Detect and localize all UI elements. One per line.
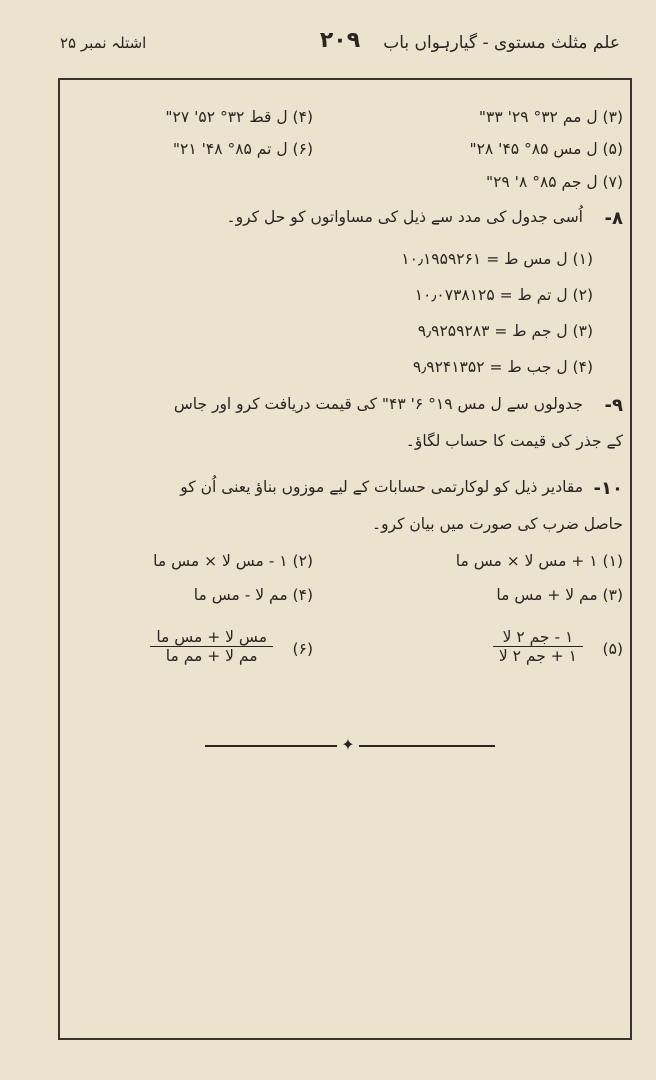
item-row	[68, 173, 623, 201]
item-5: (۵) ل مس ۸۵° ۴۵' ۲۸"	[469, 140, 623, 158]
fraction	[150, 628, 273, 665]
question-number: ۸-	[604, 208, 623, 229]
equation-1: (۱) ل مس ط = ۱۰٫۱۹۵۹۲۶۱	[401, 250, 593, 268]
equation-row	[68, 322, 623, 350]
fraction	[493, 628, 583, 665]
equation-row	[68, 358, 623, 386]
fraction-item-5	[373, 628, 623, 688]
fraction-numerator: ۱ - جم ۲ لا	[502, 628, 574, 646]
item-1: (۱) ۱ + مس لا × مس ما	[455, 552, 623, 570]
question-text: جدولوں سے ل مس ۱۹° ۶' ۴۳" کی قیمت دریافت کرو اور جاس	[173, 395, 583, 413]
item-7: (۷) ل جم ۸۵° ۸' ۲۹"	[485, 173, 623, 191]
chapter-title: علم مثلث مستوی - گیارہواں باب	[383, 33, 620, 53]
question-number: ۹-	[604, 395, 623, 416]
fraction-label: (۵)	[602, 640, 623, 658]
fraction-item-6	[68, 628, 313, 688]
divider-ornament-icon: ✦	[337, 734, 359, 756]
page-header	[60, 30, 620, 62]
question-text-continued: حاصل ضرب کی صورت میں بیان کرو۔	[372, 515, 623, 533]
item-row	[68, 586, 623, 614]
fraction-denominator: مم لا + مم ما	[150, 646, 273, 665]
page-number: ۲۰۹	[319, 28, 361, 53]
item-4b: (۴) مم لا - مس ما	[193, 586, 313, 604]
question-text: اُسی جدول کی مدد سے ذیل کی مساواتوں کو حل کرو۔	[226, 208, 583, 226]
item-4: (۴) ل قط ۳۲° ۵۲' ۲۷"	[165, 108, 313, 126]
item-2: (۲) ۱ - مس لا × مس ما	[153, 552, 313, 570]
equation-row	[68, 250, 623, 278]
item-3: (۳) ل مم ۳۲° ۲۹' ۳۳"	[478, 108, 623, 126]
equation-4: (۴) ل جب ط = ۹٫۹۲۴۱۳۵۲	[412, 358, 593, 376]
item-row	[68, 552, 623, 580]
equation-row	[68, 286, 623, 314]
item-row	[68, 108, 623, 136]
item-row	[68, 140, 623, 168]
fraction-denominator: ۱ + جم ۲ لا	[493, 646, 583, 665]
fraction-label: (۶)	[292, 640, 313, 658]
fraction-numerator: مس لا + مس ما	[156, 628, 267, 646]
question-number: ۱۰-	[593, 478, 623, 499]
item-3b: (۳) مم لا + مس ما	[496, 586, 623, 604]
item-6: (۶) ل تم ۸۵° ۴۸' ۲۱"	[172, 140, 313, 158]
question-text: مقادیر ذیل کو لوکارتمی حسابات کے لیے موزوں بناؤ یعنی اُن کو	[180, 478, 583, 496]
equation-2: (۲) ل تم ط = ۱۰٫۰۷۳۸۱۲۵	[414, 286, 593, 304]
exercise-label: اشتلہ نمبر ۲۵	[60, 34, 147, 52]
equation-3: (۳) ل جم ط = ۹٫۹۲۵۹۲۸۳	[417, 322, 593, 340]
question-text-continued: کے جذر کی قیمت کا حساب لگاؤ۔	[405, 432, 623, 450]
